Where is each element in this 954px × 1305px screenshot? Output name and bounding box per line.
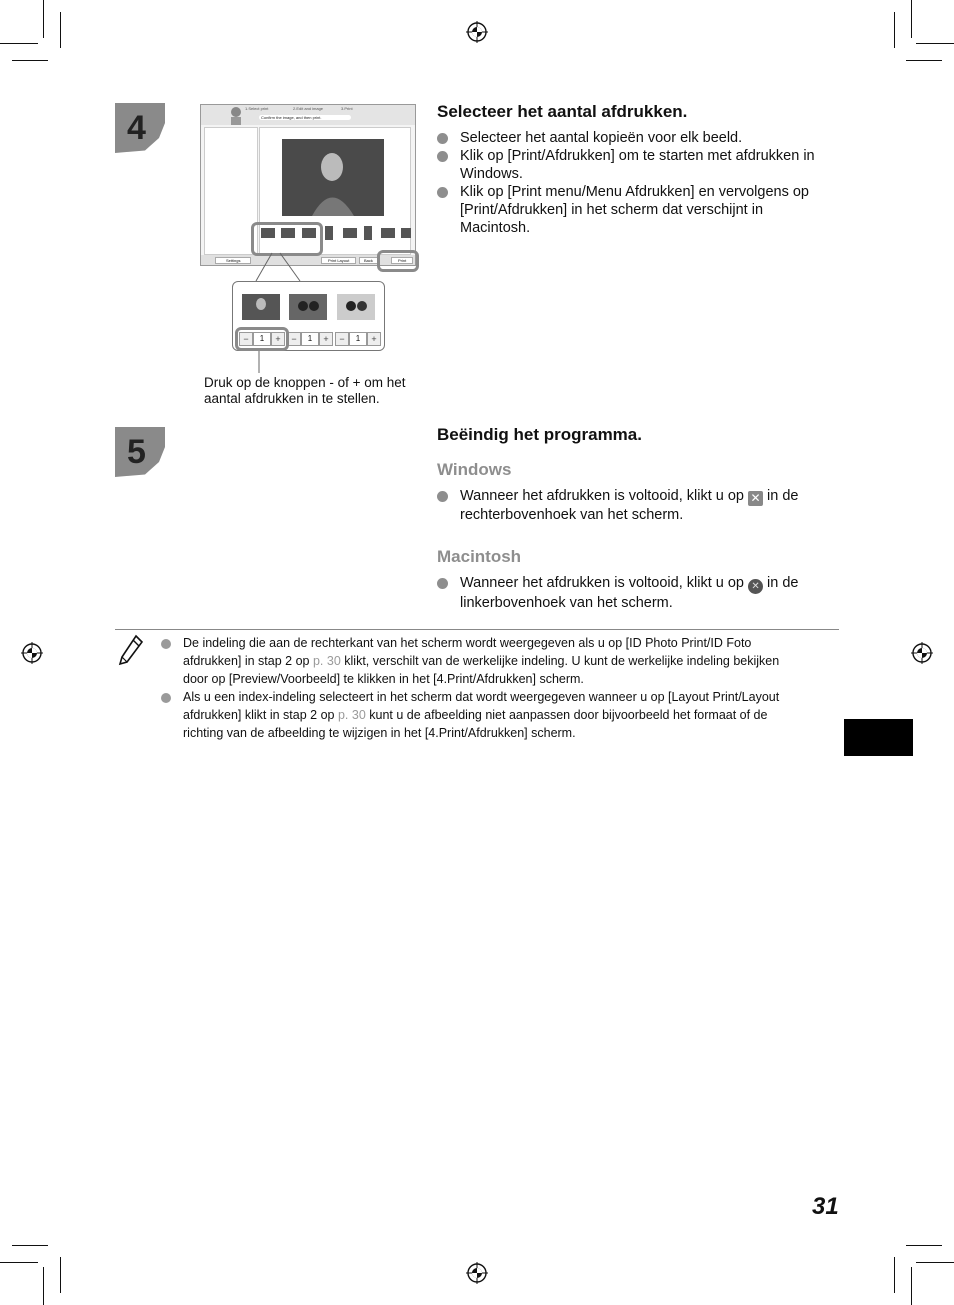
wizard-step: 1.Select print xyxy=(245,106,269,111)
mac-close-icon: ✕ xyxy=(748,579,763,594)
girl-photo-image xyxy=(282,139,384,216)
crop-mark xyxy=(894,12,895,48)
close-window-icon: ✕ xyxy=(748,491,763,506)
step-5-number: 5 xyxy=(127,433,146,471)
wizard-steps-bar xyxy=(201,105,415,125)
crop-mark xyxy=(43,1267,44,1305)
thumbnail xyxy=(381,228,395,238)
decrease-button[interactable]: − xyxy=(335,332,349,346)
crop-mark xyxy=(60,1257,61,1293)
crop-mark xyxy=(43,0,44,38)
section-tab xyxy=(844,719,913,756)
thumbnail-highlight xyxy=(251,222,323,256)
assistant-avatar-icon xyxy=(227,105,245,125)
screen-header: Confirm the image, and then print. xyxy=(259,115,351,120)
print-button-highlight xyxy=(377,250,419,272)
page-reference-link[interactable]: p. 30 xyxy=(312,654,341,668)
step-5-badge xyxy=(115,427,165,477)
windows-heading: Windows xyxy=(437,460,512,479)
thumbnail xyxy=(343,228,357,238)
crop-mark xyxy=(911,0,912,38)
copies-stepper[interactable]: 1 xyxy=(349,332,367,346)
copies-stepper[interactable]: 1 xyxy=(253,332,271,346)
thumbnail-photo xyxy=(289,294,327,320)
thumbnail-photo xyxy=(337,294,375,320)
step-4-title: Selecteer het aantal afdrukken. xyxy=(437,102,688,121)
stepper-highlight xyxy=(235,327,289,351)
increase-button[interactable]: + xyxy=(319,332,333,346)
notes-divider xyxy=(115,629,839,630)
registration-mark-icon xyxy=(911,642,933,664)
step-5-title: Beëindig het programma. xyxy=(437,425,642,444)
page-number: 31 xyxy=(812,1193,839,1220)
crop-mark xyxy=(12,1245,48,1246)
thumbnail xyxy=(364,226,372,240)
crop-mark xyxy=(0,1262,38,1263)
macintosh-heading: Macintosh xyxy=(437,547,522,566)
thumbnail-photo xyxy=(242,294,280,320)
crop-mark xyxy=(916,1262,954,1263)
registration-mark-icon xyxy=(466,21,488,43)
crop-mark xyxy=(911,1267,912,1305)
screenshot-caption: Druk op de knoppen - of + om het aantal afdrukken in te stellen. xyxy=(204,375,406,406)
crop-mark xyxy=(894,1257,895,1293)
registration-mark-icon xyxy=(21,642,43,664)
decrease-button[interactable]: − xyxy=(287,332,301,346)
page-reference-link[interactable]: p. 30 xyxy=(337,708,366,722)
print-layout-button[interactable]: Print Layout xyxy=(321,257,356,264)
step-4-badge xyxy=(115,103,165,153)
crop-mark xyxy=(0,43,38,44)
settings-button[interactable]: Settings xyxy=(215,257,251,264)
crop-mark xyxy=(916,43,954,44)
left-panel xyxy=(204,127,258,255)
print-button[interactable]: Print xyxy=(391,257,413,264)
increase-button[interactable]: + xyxy=(271,332,285,346)
decrease-button[interactable]: − xyxy=(239,332,253,346)
back-button[interactable]: Back xyxy=(359,257,378,264)
crop-mark xyxy=(60,12,61,48)
wizard-step: 3.Print xyxy=(341,106,353,111)
thumbnail xyxy=(401,228,411,238)
increase-button[interactable]: + xyxy=(367,332,381,346)
crop-mark xyxy=(12,60,48,61)
registration-mark-icon xyxy=(466,1262,488,1284)
pencil-note-icon xyxy=(118,634,144,666)
crop-mark xyxy=(906,60,942,61)
copies-stepper[interactable]: 1 xyxy=(301,332,319,346)
thumbnail xyxy=(325,226,333,240)
wizard-step: 2.Edit and image xyxy=(293,106,324,111)
crop-mark xyxy=(906,1245,942,1246)
step-4-number: 4 xyxy=(127,109,146,147)
